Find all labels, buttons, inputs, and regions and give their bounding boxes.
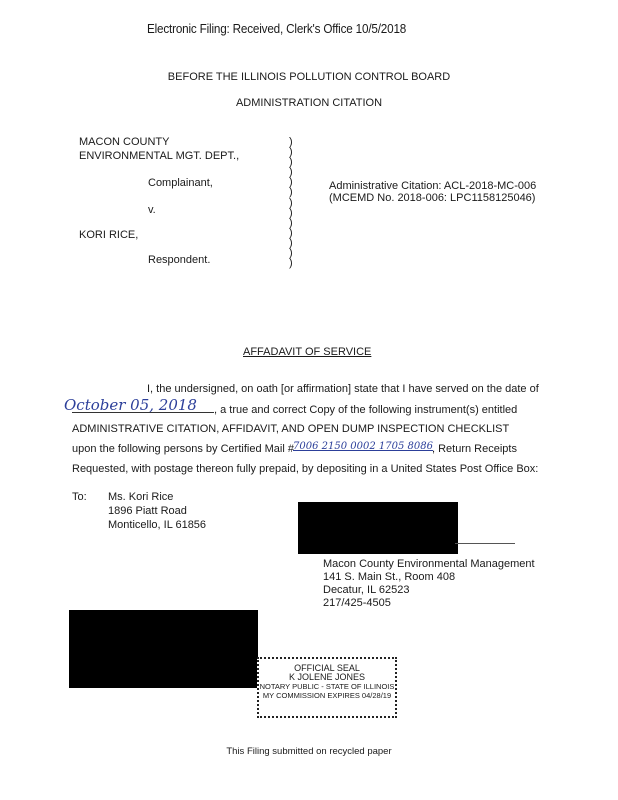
redacted-signature-block bbox=[298, 502, 458, 554]
mcemd-number: (MCEMD No. 2018-006: LPC1158125046) bbox=[329, 192, 536, 204]
complainant-line-2: ENVIRONMENTAL MGT. DEPT., bbox=[79, 150, 240, 162]
body-line-4-suffix: , Return Receipts bbox=[432, 443, 517, 455]
sender-phone: 217/425-4505 bbox=[323, 597, 391, 609]
handwritten-date: October 05, 2018 bbox=[64, 396, 197, 414]
citation-number: Administrative Citation: ACL-2018-MC-006 bbox=[329, 180, 537, 192]
sender-city: Decatur, IL 62523 bbox=[323, 584, 410, 596]
redacted-notary-block bbox=[69, 610, 258, 688]
body-line-4-prefix: upon the following persons by Certified Mail # bbox=[72, 443, 294, 455]
handwritten-mail-number: 7006 2150 0002 1705 8086 bbox=[293, 441, 433, 452]
versus: v. bbox=[148, 204, 156, 216]
seal-line-4: MY COMMISSION EXPIRES 04/28/19 bbox=[262, 691, 392, 700]
respondent-name: KORI RICE, bbox=[79, 229, 139, 241]
to-label: To: bbox=[72, 491, 87, 503]
affidavit-title: AFFADAVIT OF SERVICE bbox=[243, 346, 372, 358]
body-line-5: Requested, with postage thereon fully prepaid, by depositing in a United States Post Office Box: bbox=[72, 463, 539, 475]
board-title: BEFORE THE ILLINOIS POLLUTION CONTROL BOARD bbox=[167, 71, 451, 83]
complainant-line-1: MACON COUNTY bbox=[79, 136, 170, 148]
caption-parentheses: ) ) ) ) ) ) ) ) ) ) ) ) ) bbox=[289, 136, 293, 270]
complainant-label: Complainant, bbox=[148, 177, 213, 189]
signature-line bbox=[455, 543, 515, 544]
document-title: ADMINISTRATION CITATION bbox=[235, 97, 383, 109]
body-line-2: , a true and correct Copy of the following instrument(s) entitled bbox=[214, 404, 518, 416]
filing-header: Electronic Filing: Received, Clerk's Office 10/5/2018 bbox=[147, 21, 407, 36]
recipient-name: Ms. Kori Rice bbox=[108, 491, 174, 503]
respondent-label: Respondent. bbox=[148, 254, 211, 266]
seal-line-2: K JOLENE JONES bbox=[288, 672, 366, 682]
seal-line-3: NOTARY PUBLIC - STATE OF ILLINOIS bbox=[259, 682, 395, 691]
sender-street: 141 S. Main St., Room 408 bbox=[323, 571, 456, 583]
notary-seal-stamp bbox=[257, 657, 397, 718]
seal-line-1: OFFICIAL SEAL bbox=[294, 663, 360, 673]
footer-note: This Filing submitted on recycled paper bbox=[226, 746, 392, 757]
body-line-3: ADMINISTRATIVE CITATION, AFFIDAVIT, AND OPEN DUMP INSPECTION CHECKLIST bbox=[72, 423, 510, 435]
body-line-1: I, the undersigned, on oath [or affirmation] state that I have served on the date of bbox=[147, 383, 539, 395]
recipient-city: Monticello, IL 61856 bbox=[108, 519, 207, 531]
sender-org: Macon County Environmental Management bbox=[323, 558, 535, 570]
recipient-street: 1896 Piatt Road bbox=[108, 505, 187, 517]
